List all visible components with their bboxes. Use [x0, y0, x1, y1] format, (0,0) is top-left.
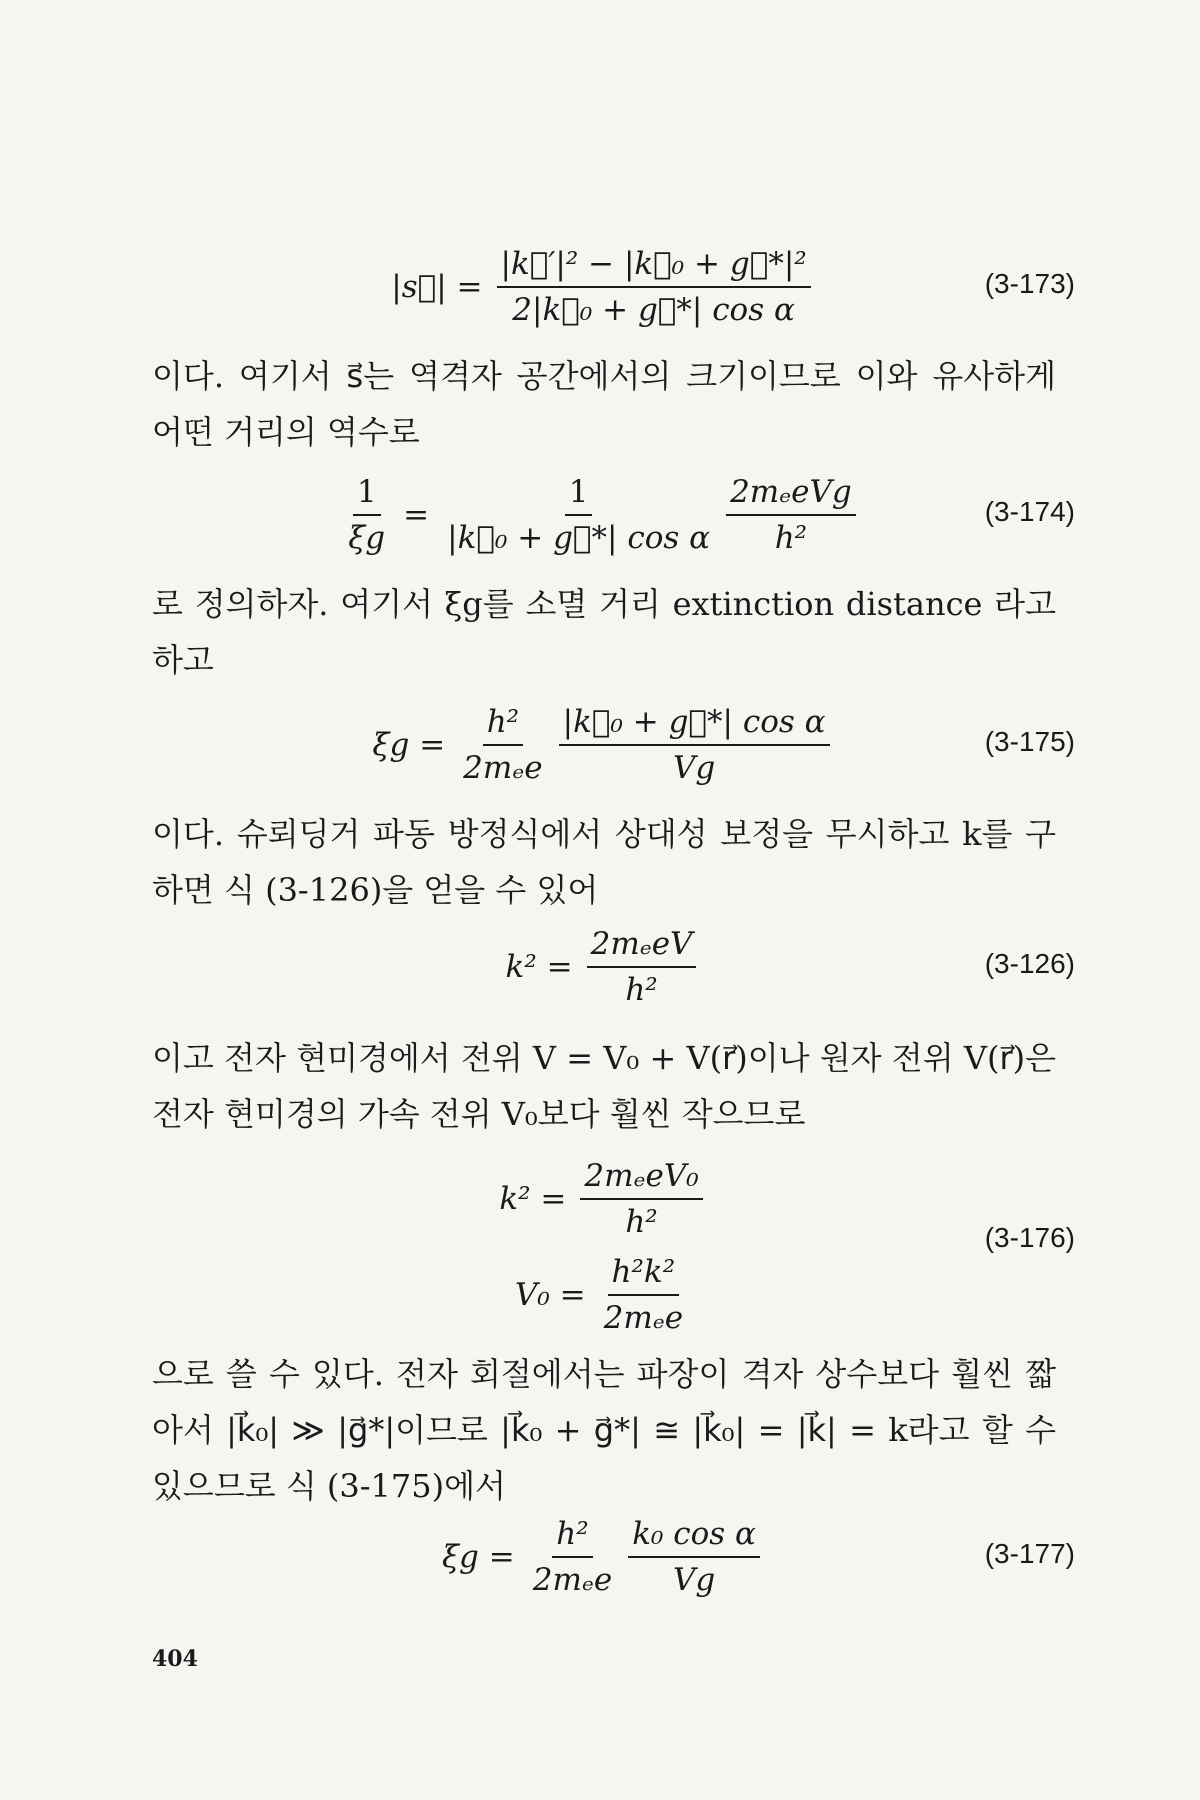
fraction-numerator: k₀ cos α: [628, 1516, 760, 1558]
equation-3-176: [300, 1152, 900, 1342]
fraction: [529, 1516, 616, 1598]
equation-3-173: [300, 242, 900, 332]
fraction-denominator: 2mₑe: [603, 1300, 684, 1336]
paragraph: 이고 전자 현미경에서 전위 V = V₀ + V(r⃗)이나 원자 전위 V(r⃗)은 전자 현미경의 가속 전위 V₀보다 훨씬 작으므로: [152, 1039, 1056, 1133]
fraction-numerator: 2mₑeV: [587, 926, 697, 968]
equals-sign: =: [403, 497, 430, 533]
fraction: [497, 246, 811, 328]
fraction-numerator: |k⃗₀ + g⃗*| cos α: [559, 704, 830, 746]
eq-lhs: ξg =: [441, 1539, 515, 1575]
equation-number: (3-126): [984, 948, 1075, 979]
fraction-denominator: 2|k⃗₀ + g⃗*| cos α: [512, 292, 795, 328]
fraction: [344, 474, 389, 556]
eq-lhs: ξg =: [372, 727, 446, 763]
equation-3-174: [300, 470, 900, 560]
fraction-numerator: h²k²: [608, 1254, 680, 1296]
fraction: [587, 926, 697, 1008]
paragraph: 로 정의하자. 여기서 ξg를 소멸 거리 extinction distance 라고 하고: [152, 585, 1056, 679]
equation-number: (3-177): [984, 1538, 1075, 1569]
equation-number: (3-176): [984, 1222, 1075, 1253]
paragraph: 이다. 슈뢰딩거 파동 방정식에서 상대성 보정을 무시하고 k를 구하면 식 (3-126)을 얻을 수 있어: [152, 815, 1056, 909]
fraction: [628, 1516, 760, 1598]
eq-lhs: V₀ =: [514, 1277, 586, 1313]
equation-3-177: [300, 1512, 900, 1602]
fraction-denominator: Vg: [672, 750, 716, 786]
fraction-numerator: 2mₑeV₀: [580, 1158, 702, 1200]
fraction-numerator: 1: [353, 474, 381, 516]
equation-number: (3-173): [984, 268, 1075, 299]
paragraph: 으로 쓸 수 있다. 전자 회절에서는 파장이 격자 상수보다 훨씬 짧아서 |k⃗₀| ≫ |g⃗*|이므로 |k⃗₀ + g⃗*| ≅ |k⃗₀| = |k⃗| = k라고 할 수 있으므로 식 (3-175)에서: [152, 1355, 1056, 1505]
fraction-numerator: h²: [552, 1516, 592, 1558]
paragraph: 이다. 여기서 s⃗는 역격자 공간에서의 크기이므로 이와 유사하게 어떤 거리의 역수로: [152, 357, 1056, 451]
fraction-numerator: 2mₑeVg: [726, 474, 856, 516]
fraction-denominator: ξg: [348, 520, 386, 556]
fraction: [559, 704, 830, 786]
fraction: [580, 1158, 702, 1240]
page-number: 404: [152, 1646, 198, 1672]
eq-lhs: k² =: [499, 1181, 567, 1217]
fraction-denominator: 2mₑe: [463, 750, 543, 786]
fraction-denominator: h²: [625, 1204, 658, 1240]
fraction-denominator: |k⃗₀ + g⃗*| cos α: [447, 520, 711, 556]
fraction-denominator: h²: [774, 520, 808, 556]
equation-number: (3-175): [984, 726, 1075, 757]
equation-line: [507, 1254, 693, 1336]
fraction-numerator: h²: [483, 704, 523, 746]
fraction-numerator: |k⃗′|² − |k⃗₀ + g⃗*|²: [497, 246, 811, 288]
fraction-denominator: Vg: [672, 1562, 716, 1598]
eq-lhs: k² =: [505, 949, 573, 985]
fraction: [726, 474, 856, 556]
equation-3-175: [300, 700, 900, 790]
fraction: [459, 704, 546, 786]
fraction-numerator: 1: [565, 474, 593, 516]
fraction: [600, 1254, 687, 1336]
fraction-denominator: h²: [625, 972, 658, 1008]
equation-3-126: [300, 922, 900, 1012]
equation-line: [491, 1158, 708, 1240]
eq-lhs: |s⃗| =: [391, 269, 483, 305]
fraction-denominator: 2mₑe: [532, 1562, 613, 1598]
fraction: [443, 474, 714, 556]
equation-number: (3-174): [984, 496, 1075, 527]
